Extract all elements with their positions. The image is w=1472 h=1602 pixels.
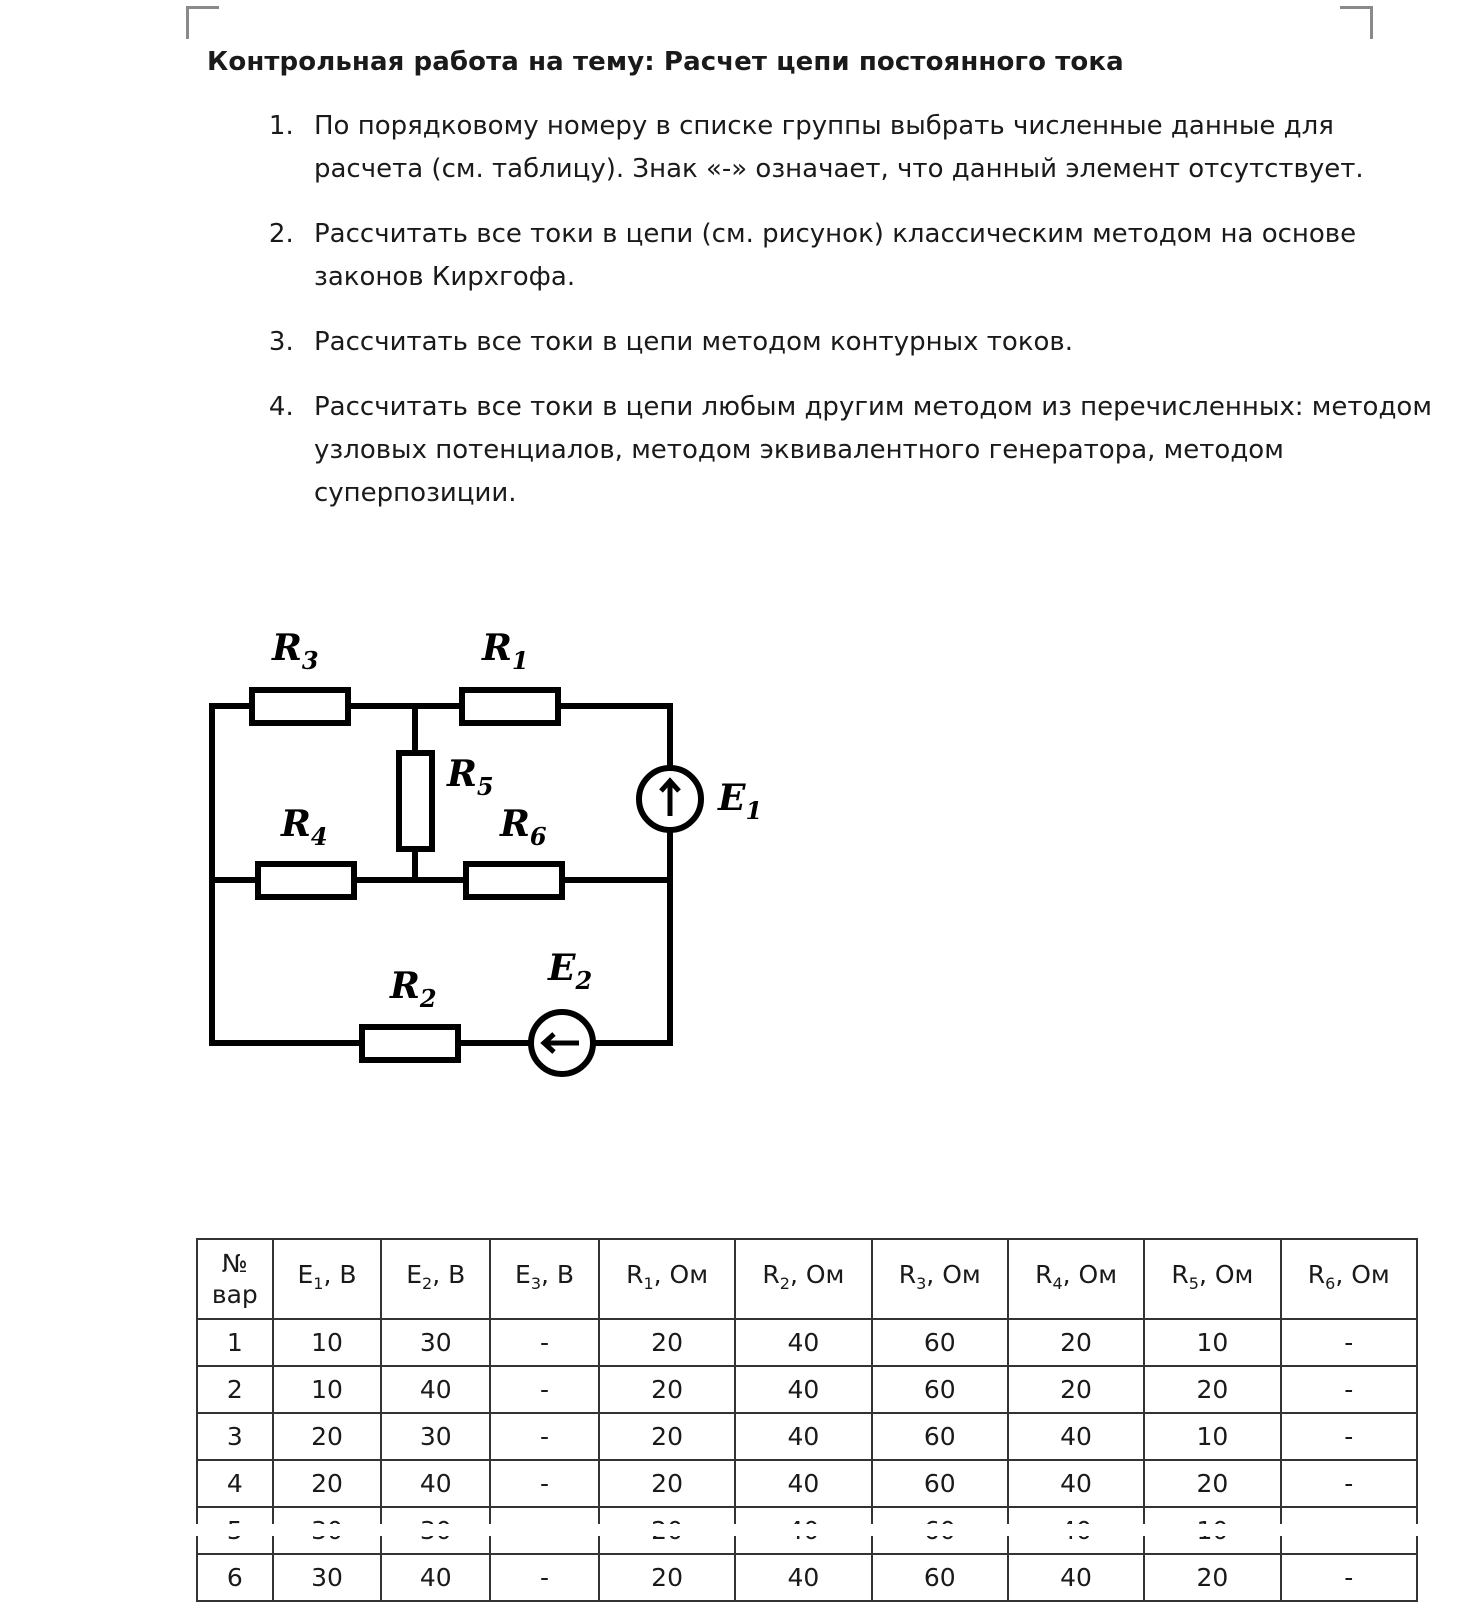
page-title: Контрольная работа на тему: Расчет цепи постоянного тока — [207, 47, 1124, 77]
cell-r4: 20 — [1008, 1319, 1144, 1366]
table-row — [197, 1460, 1417, 1507]
table-row — [197, 1366, 1417, 1413]
cell-no: 4 — [197, 1460, 273, 1507]
cell-r1: 20 — [599, 1319, 735, 1366]
header-cell-r3: $R_3$, Ом — [872, 1239, 1008, 1319]
label-r1: $R_1$ — [482, 627, 529, 675]
cell-r6: - — [1281, 1319, 1417, 1366]
header-cell-r1: $R_1$, Ом — [599, 1239, 735, 1319]
resistor-r2-symbol — [362, 1027, 458, 1060]
cell-r5: 10 — [1144, 1413, 1280, 1460]
cell-r1: 20 — [599, 1460, 735, 1507]
cell-r2: 40 — [735, 1460, 871, 1507]
cell-r1: 20 — [599, 1554, 735, 1601]
cell-r6: - — [1281, 1413, 1417, 1460]
task-item-2: 2. Рассчитать все токи в цепи (см. рисунок) классическим методом на основе законов Кирхгофа. — [302, 213, 1432, 299]
cell-e3: - — [490, 1554, 599, 1601]
cell-r3: 60 — [872, 1319, 1008, 1366]
cell-r4: 40 — [1008, 1460, 1144, 1507]
table-row — [197, 1554, 1417, 1601]
resistor-r6-symbol — [466, 864, 562, 897]
header-cell-r4: $R_4$, Ом — [1008, 1239, 1144, 1319]
cell-e2: 40 — [381, 1554, 490, 1601]
cell-e1: 20 — [273, 1460, 382, 1507]
header-cell-no: № вар — [197, 1239, 273, 1319]
cell-r4: 40 — [1008, 1413, 1144, 1460]
task-item-1: 1. По порядковому номеру в списке группы выбрать численные данные для расчета (см. таблицу). Знак «-» означает, что данный элемент отсутствует. — [302, 105, 1432, 191]
cell-e3: - — [490, 1413, 599, 1460]
table-row — [197, 1413, 1417, 1460]
label-r3: $R_3$ — [272, 627, 319, 675]
resistor-r5-symbol — [399, 753, 432, 849]
table-row — [197, 1319, 1417, 1366]
cell-r6: - — [1281, 1460, 1417, 1507]
cell-e1: 30 — [273, 1554, 382, 1601]
header-cell-r5: $R_5$, Ом — [1144, 1239, 1280, 1319]
label-e2: $E_2$ — [548, 947, 593, 995]
cell-r6: - — [1281, 1366, 1417, 1413]
header-cell-r2: $R_2$, Ом — [735, 1239, 871, 1319]
variants-table — [196, 1238, 1418, 1602]
header-cell-e2: $E_2$, В — [381, 1239, 490, 1319]
cell-e3: - — [490, 1366, 599, 1413]
cell-no: 2 — [197, 1366, 273, 1413]
cell-r5: 20 — [1144, 1554, 1280, 1601]
cell-no: 3 — [197, 1413, 273, 1460]
cell-r4: 20 — [1008, 1366, 1144, 1413]
cell-r3: 60 — [872, 1366, 1008, 1413]
cell-e2: 30 — [381, 1319, 490, 1366]
cell-r3: 60 — [872, 1460, 1008, 1507]
header-cell-e3: $E_3$, В — [490, 1239, 599, 1319]
cell-e2: 40 — [381, 1460, 490, 1507]
circuit-diagram — [190, 618, 830, 1088]
cell-r5: 20 — [1144, 1460, 1280, 1507]
cell-no: 6 — [197, 1554, 273, 1601]
resistor-r3-symbol — [252, 690, 348, 723]
cell-r6: - — [1281, 1554, 1417, 1601]
cell-r3: 60 — [872, 1554, 1008, 1601]
cell-e3: - — [490, 1319, 599, 1366]
cell-r3: 60 — [872, 1413, 1008, 1460]
cell-r2: 40 — [735, 1319, 871, 1366]
cell-r1: 20 — [599, 1366, 735, 1413]
task-item-3: 3. Рассчитать все токи в цепи методом контурных токов. — [302, 321, 1432, 364]
cell-e1: 20 — [273, 1413, 382, 1460]
cell-r2: 40 — [735, 1413, 871, 1460]
crop-mark-top-right — [1340, 6, 1373, 39]
cell-no: 1 — [197, 1319, 273, 1366]
cell-r5: 20 — [1144, 1366, 1280, 1413]
crop-mark-top-left — [186, 6, 219, 39]
table-header-row — [197, 1239, 1417, 1319]
table-body — [197, 1319, 1417, 1601]
cell-r5: 10 — [1144, 1319, 1280, 1366]
cell-r2: 40 — [735, 1554, 871, 1601]
cell-r1: 20 — [599, 1413, 735, 1460]
task-list — [250, 105, 1432, 537]
resistor-r4-symbol — [258, 864, 354, 897]
resistor-r1-symbol — [462, 690, 558, 723]
cell-e2: 30 — [381, 1413, 490, 1460]
label-r4: $R_4$ — [281, 803, 328, 851]
header-cell-e1: $E_1$, В — [273, 1239, 382, 1319]
task-item-4: 4. Рассчитать все токи в цепи любым другим методом из перечисленных: методом узловых потенциалов, методом эквивалентного генератора, методом суперпозиции. — [302, 386, 1432, 515]
variants-table-wrapper — [196, 1238, 1418, 1602]
page-bottom-clip — [0, 1524, 1472, 1536]
label-r2: $R_2$ — [390, 965, 437, 1013]
cell-e1: 10 — [273, 1319, 382, 1366]
cell-r4: 40 — [1008, 1554, 1144, 1601]
cell-e1: 10 — [273, 1366, 382, 1413]
header-cell-r6: $R_6$, Ом — [1281, 1239, 1417, 1319]
label-r6: $R_6$ — [500, 803, 547, 851]
cell-e2: 40 — [381, 1366, 490, 1413]
cell-r2: 40 — [735, 1366, 871, 1413]
label-r5: $R_5$ — [447, 753, 494, 801]
cell-e3: - — [490, 1460, 599, 1507]
label-e1: $E_1$ — [718, 777, 763, 825]
